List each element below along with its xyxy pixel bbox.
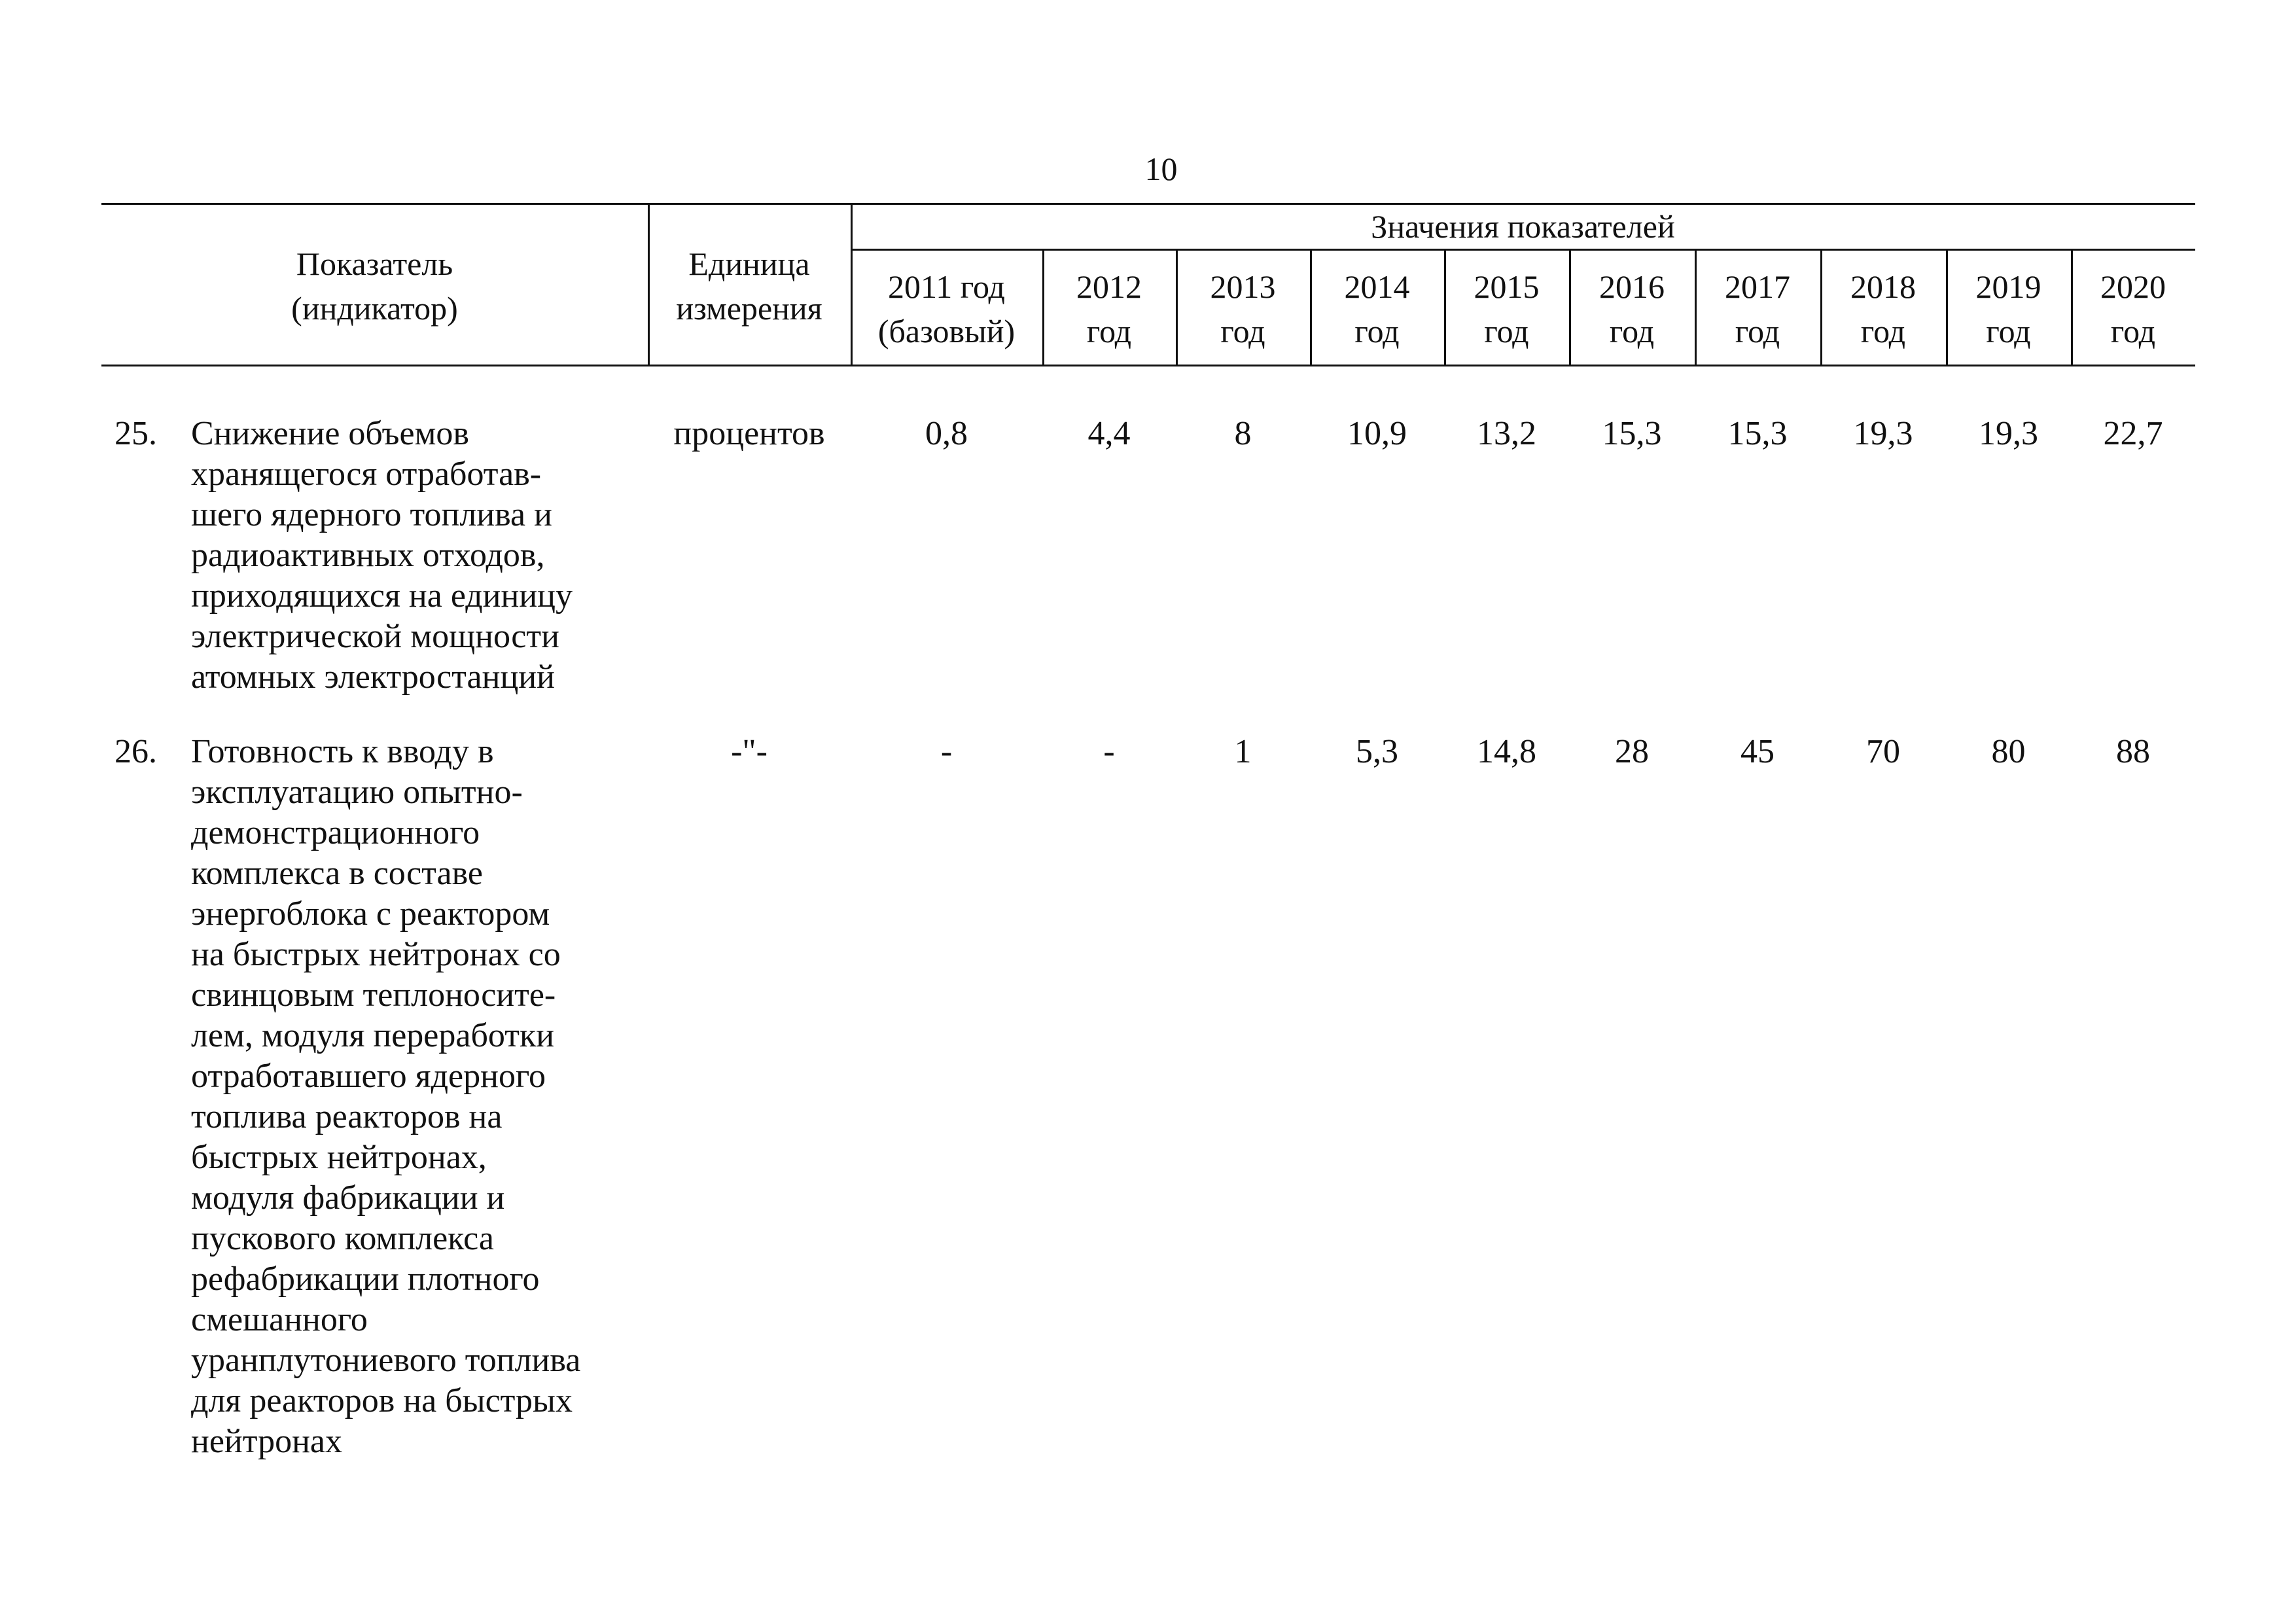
row-value-2016: 28 [1615, 733, 1649, 770]
row-value-2011: 0,8 [925, 415, 968, 452]
row-value-2018: 70 [1866, 733, 1900, 770]
row-number: 26. [115, 733, 157, 770]
header-year-2019: 2019 год [1975, 268, 2041, 349]
row-value-2013: 1 [1234, 733, 1252, 770]
header-indicator: Показатель (индикатор) [291, 245, 458, 327]
page-number [0, 149, 2296, 188]
row-unit: -"- [731, 733, 768, 770]
row-value-2012: - [1103, 733, 1115, 770]
row-value-2020: 88 [2116, 733, 2150, 770]
row-indicator: Готовность к вводу в эксплуатацию опытно- демонстрационного комплекса в составе энергоблока с реактором на быстрых нейтронах со свинцовым теплоносите- лем, модуля переработки отработавшего ядерного топлива реакторов на быстрых нейтронах, модуля фабрикации и пускового комплекса рефабрикации плотного смешанного уранплутониевого топлива для реакторов на быстрых нейтронах [191, 733, 581, 1460]
header-year-2018: 2018 год [1850, 268, 1916, 349]
row-value-2014: 5,3 [1356, 733, 1398, 770]
row-value-2014: 10,9 [1347, 415, 1407, 452]
row-unit: процентов [673, 415, 825, 452]
header-year-2012: 2012 год [1076, 268, 1142, 349]
row-value-2013: 8 [1234, 415, 1252, 452]
header-year-2014: 2014 год [1344, 268, 1410, 349]
row-value-2015: 13,2 [1477, 415, 1536, 452]
row-value-2017: 15,3 [1727, 415, 1788, 452]
row-value-2016: 15,3 [1602, 415, 1662, 452]
row-indicator: Снижение объемов хранящегося отработав- шего ядерного топлива и радиоактивных отходов, приходящихся на единицу электрической мощности атомных электростанций [191, 415, 573, 696]
header-year-2020: 2020 год [2100, 268, 2166, 349]
row-value-2011: - [940, 733, 953, 770]
row-value-2017: 45 [1740, 733, 1775, 770]
row-value-2015: 14,8 [1477, 733, 1536, 770]
row-value-2018: 19,3 [1853, 415, 1913, 452]
table-top-border [101, 203, 2195, 205]
row-value-2019: 19,3 [1979, 415, 2038, 452]
header-year-2016: 2016 год [1599, 268, 1665, 349]
row-number: 25. [115, 415, 157, 452]
header-year-2015: 2015 год [1474, 268, 1540, 349]
table-header-bottom-border [101, 365, 2195, 366]
header-year-2013: 2013 год [1210, 268, 1276, 349]
header-values-title: Значения показателей [1371, 208, 1675, 245]
row-value-2019: 80 [1991, 733, 2026, 770]
header-year-2011: 2011 год (базовый) [877, 268, 1016, 349]
values-group-divider [851, 249, 2195, 251]
row-value-2020: 22,7 [2103, 415, 2163, 452]
row-value-2012: 4,4 [1087, 415, 1131, 452]
header-year-2017: 2017 год [1725, 268, 1790, 349]
page-number-text: 10 [1144, 151, 1178, 187]
header-unit: Единица измерения [676, 245, 822, 327]
